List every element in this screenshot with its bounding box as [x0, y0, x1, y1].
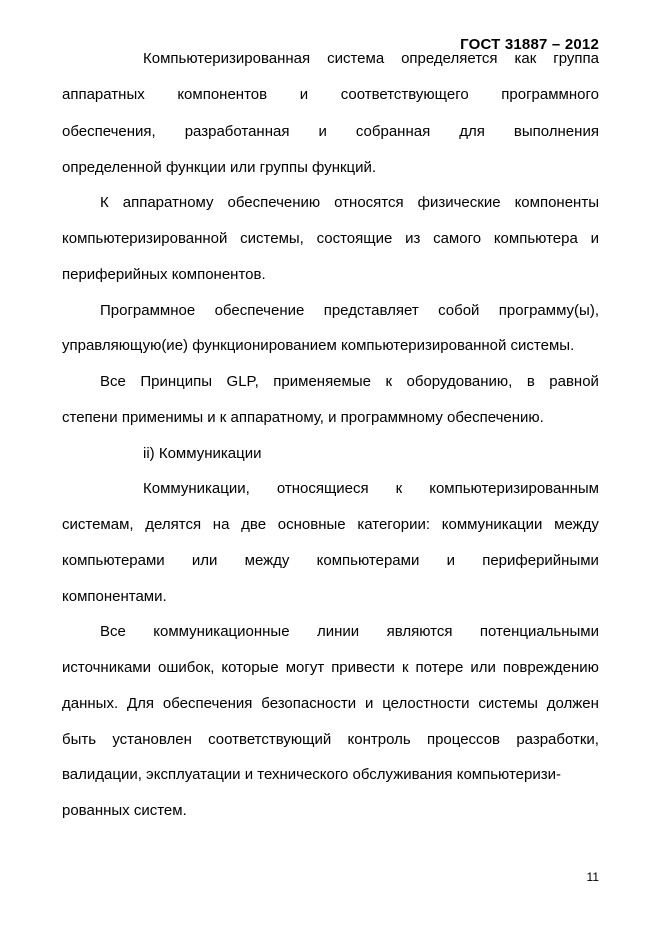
word: в — [526, 373, 535, 390]
word: оборудованию, — [406, 373, 513, 390]
word: обеспечения — [162, 695, 253, 712]
text-line: управляющую(ие) функционированием компьютеризированной системы. — [62, 337, 575, 354]
word: относятся — [334, 194, 404, 211]
word: на — [212, 516, 230, 533]
word: разработки, — [516, 731, 599, 748]
word: между — [244, 552, 290, 569]
word: безопасности — [261, 695, 357, 712]
text-line — [100, 302, 599, 320]
text-line: периферийных компонентов. — [62, 266, 266, 283]
word: Все — [100, 623, 126, 640]
word: могут — [285, 659, 325, 676]
text-line — [100, 194, 599, 212]
word: относящиеся — [276, 480, 369, 497]
word: аппаратному — [122, 194, 214, 211]
word: которые — [221, 659, 279, 676]
word: ошибок, — [158, 659, 215, 676]
document-standard-header: ГОСТ 31887 – 2012 — [460, 36, 599, 53]
word: линии — [316, 623, 360, 640]
word: система — [327, 50, 385, 67]
word: и — [590, 230, 599, 247]
page-number: 11 — [586, 870, 599, 884]
word: Для — [126, 695, 155, 712]
word: применяемые — [273, 373, 371, 390]
word: равной — [549, 373, 599, 390]
word: системам, — [62, 516, 134, 533]
word: состоящие — [316, 230, 393, 247]
word: две — [241, 516, 267, 533]
word: делятся — [145, 516, 202, 533]
word: разработанная — [184, 123, 290, 140]
word: основные — [277, 516, 346, 533]
word: Принципы — [140, 373, 213, 390]
word: периферийными — [482, 552, 599, 569]
word: аппаратных — [62, 86, 145, 103]
word: или — [191, 552, 218, 569]
word: GLP, — [226, 373, 259, 390]
word: компьютерами — [316, 552, 420, 569]
word: Компьютеризированная — [143, 50, 311, 67]
word: контроль — [347, 731, 411, 748]
word: к — [401, 659, 409, 676]
text-line — [100, 373, 599, 391]
text-line: определенной функции или группы функций. — [62, 159, 377, 176]
text-line — [62, 659, 599, 677]
text-line — [62, 516, 599, 534]
text-line: валидации, эксплуатации и технического обслуживания компьютеризи- — [62, 766, 561, 783]
word: и — [446, 552, 455, 569]
text-line: компонентами. — [62, 588, 167, 605]
text-line — [62, 552, 599, 570]
word: Программное — [100, 302, 196, 319]
word: источниками — [62, 659, 151, 676]
word: являются — [386, 623, 453, 640]
word: из — [405, 230, 421, 247]
word: физические — [417, 194, 501, 211]
word: самого — [433, 230, 482, 247]
text-line: рованных систем. — [62, 802, 187, 819]
text-line: ii) Коммуникации — [143, 445, 262, 462]
word: данных. — [62, 695, 119, 712]
word: и — [299, 86, 309, 103]
text-line — [143, 50, 599, 68]
word: и — [318, 123, 327, 140]
word: компьютера — [493, 230, 578, 247]
word: программного — [501, 86, 599, 103]
word: компьютеризированным — [429, 480, 599, 497]
word: между — [554, 516, 599, 533]
word: потенциальными — [479, 623, 599, 640]
text-line — [62, 86, 599, 104]
word: установлен — [112, 731, 192, 748]
text-line — [62, 695, 599, 713]
word: обеспечению — [227, 194, 321, 211]
word: для — [459, 123, 485, 140]
word: процессов — [426, 731, 501, 748]
text-line: степени применимы и к аппаратному, и программному обеспечению. — [62, 409, 544, 426]
word: обеспечение — [214, 302, 305, 319]
word: и — [364, 695, 374, 712]
word: компьютеризированной — [62, 230, 228, 247]
word: системы — [478, 695, 538, 712]
word: соответствующий — [208, 731, 332, 748]
word: собой — [438, 302, 480, 319]
word: определяется — [401, 50, 498, 67]
word: обеспечения, — [62, 123, 156, 140]
word: повреждению — [502, 659, 599, 676]
text-line — [62, 123, 599, 141]
word: целостности — [382, 695, 470, 712]
word: быть — [62, 731, 97, 748]
word: как — [514, 50, 537, 67]
word: соответствующего — [340, 86, 469, 103]
word: программу(ы), — [498, 302, 599, 319]
word: компонентов — [177, 86, 268, 103]
word: группа — [553, 50, 599, 67]
word: системы, — [240, 230, 304, 247]
word: собранная — [355, 123, 431, 140]
word: к — [395, 480, 403, 497]
word: коммуникационные — [153, 623, 290, 640]
text-line — [62, 731, 599, 749]
word: Все — [100, 373, 126, 390]
text-line — [143, 480, 599, 498]
word: к — [385, 373, 393, 390]
word: категории: — [357, 516, 431, 533]
word: выполнения — [513, 123, 599, 140]
word: компьютерами — [62, 552, 165, 569]
word: коммуникации — [441, 516, 543, 533]
word: или — [470, 659, 496, 676]
word: компоненты — [514, 194, 599, 211]
word: привести — [331, 659, 395, 676]
text-line — [100, 623, 599, 641]
word: должен — [546, 695, 599, 712]
word: представляет — [323, 302, 419, 319]
word: потере — [415, 659, 464, 676]
word: Коммуникации, — [143, 480, 250, 497]
word: К — [100, 194, 109, 211]
text-line — [62, 230, 599, 248]
